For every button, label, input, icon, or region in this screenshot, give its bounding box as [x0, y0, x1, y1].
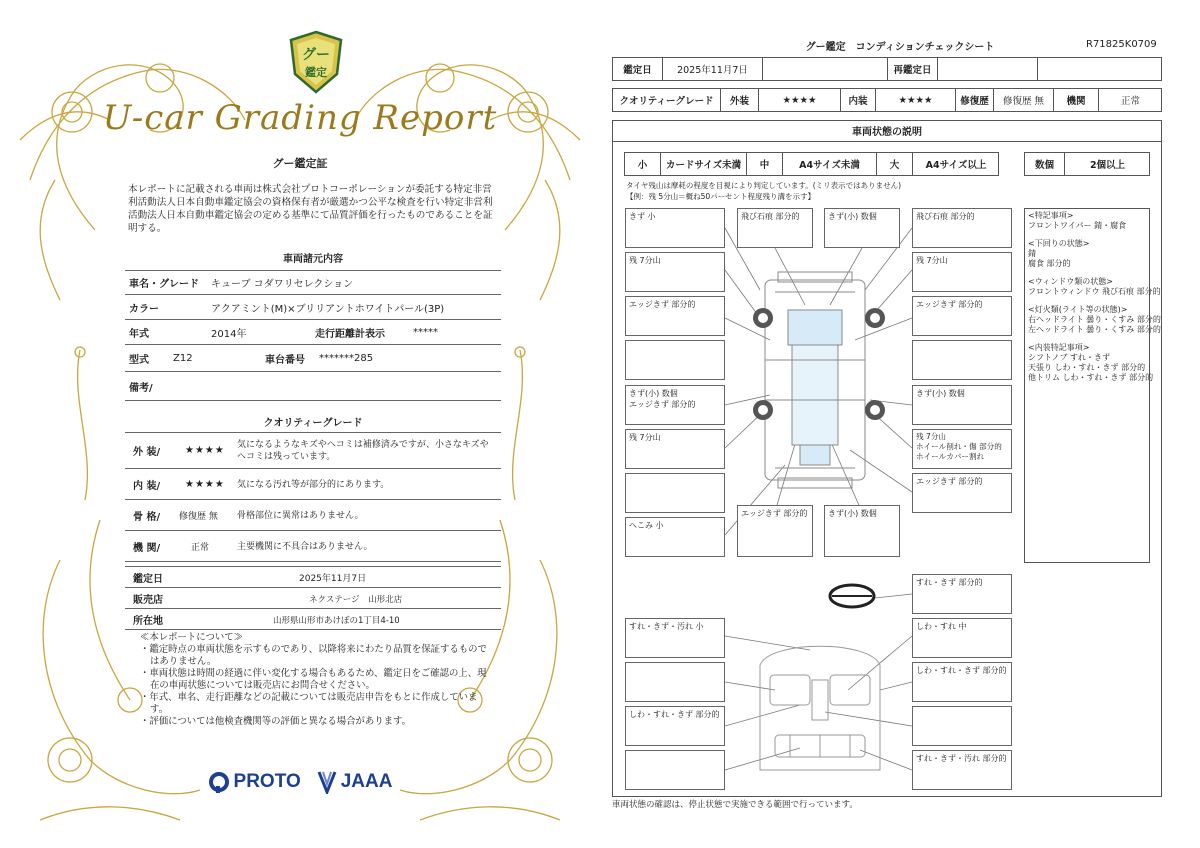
- ext-left-box-3: エッジきず 部分的: [625, 296, 725, 336]
- condition-check-sheet: [600, 0, 1200, 848]
- frame-label: 骨 格/: [133, 512, 161, 523]
- engine-label: 機 関/: [133, 543, 161, 554]
- chassis-label: 車台番号: [265, 355, 305, 366]
- int-stars: ★★★★: [185, 479, 225, 490]
- engine-label: 機関: [1054, 89, 1099, 111]
- int-left-box-2: [625, 662, 725, 702]
- badge-bottom-text: 鑑定: [305, 66, 327, 79]
- report-script-title: U-car Grading Report: [102, 98, 498, 138]
- ext-left-box-5: きず(小) 数個 エッジきず 部分的: [625, 385, 725, 425]
- name-value: キューブ コダワリセレクション: [211, 279, 354, 290]
- quality-row-engine: [125, 532, 501, 562]
- size-large-desc: A4サイズ以上: [925, 160, 987, 171]
- ext-right-box-6: 残 7分山 ホイール削れ・傷 部分的 ホイールカバー割れ: [912, 429, 1012, 469]
- shop-label: 販売店: [133, 595, 163, 606]
- quality-row-exterior: [125, 433, 501, 469]
- ext-desc: 気になるようなキズやヘコミは補修済みですが、小さなキズやヘコミは残っています。: [237, 439, 489, 462]
- qg-label: クオリティーグレード: [613, 89, 721, 111]
- quality-row-interior: [125, 470, 501, 500]
- name-label: 車名・グレード: [129, 279, 199, 290]
- size-mid-desc: A4サイズ未満: [783, 153, 877, 175]
- note-line: 左ヘッドライト 曇り・くすみ 部分的: [1028, 325, 1161, 334]
- note-item: ・年式、車名、走行距離などの記載については販売店申告をもとに作成しています。: [140, 692, 478, 715]
- year-label: 年式: [129, 329, 149, 340]
- report-notes: [140, 632, 492, 728]
- doc-id: R71825K0709: [1086, 39, 1157, 50]
- proto-logo-text: PROTO: [233, 771, 301, 792]
- addr-value: 山形県山形市あけぼの1丁目4-10: [273, 615, 400, 626]
- cert-text: 本レポートに記載される車両は株式会社プロトコーポレーションが委託する特定非営利活動法人日本自動車鑑定協会の資格保有者が厳選かつ公平な検査を行い特定非営利活動法人日本自動車鑑定協会の定める基準にて品質評価を行ったものであることを証明する。: [128, 184, 493, 234]
- mileage-label: 走行距離計表示: [315, 329, 385, 340]
- ext-right-box-7: エッジきず 部分的: [912, 473, 1012, 513]
- note-line: 腐食 部分的: [1028, 259, 1071, 268]
- ext-label: 外 装/: [133, 447, 161, 458]
- steering-wheel-icon: [830, 585, 874, 607]
- spec-row-year: [125, 321, 501, 345]
- ext-top-mid-1: 飛び石痕 部分的: [737, 208, 813, 248]
- mileage-value: *****: [413, 327, 438, 338]
- footer-logos: [0, 770, 600, 794]
- int-desc: 気になる汚れ等が部分的にあります。: [237, 479, 390, 490]
- year-value: 2014年: [211, 329, 247, 340]
- int-steering-box: すれ・きず 部分的: [912, 574, 1012, 614]
- color-value: アクアミント(M)×ブリリアントホワイトパール(3P): [211, 304, 445, 315]
- date-label: 鑑定日: [133, 573, 163, 585]
- note-item: ・車両状態は時間の経過に伴い変化する場合もあるため、鑑定日をご確認の上、現在の車両状態については販売店にお問合せください。: [140, 668, 487, 691]
- proto-logo: [208, 771, 301, 793]
- ext-right-box-5: きず(小) 数個: [912, 385, 1012, 425]
- spec-row-color: [125, 296, 501, 320]
- note-line: 右ヘッドライト 曇り・くすみ 部分的: [1028, 315, 1161, 324]
- recheck-label: 再鑑定日: [888, 58, 938, 80]
- date-label: 鑑定日: [613, 58, 663, 80]
- int-right-box-2: しわ・すれ・きず 部分的: [912, 662, 1012, 702]
- note-line: 天張り しわ・すれ・きず 部分的: [1028, 363, 1146, 372]
- proto-mark-icon: [208, 771, 230, 793]
- ext-right-box-4: [912, 340, 1012, 380]
- color-label: カラー: [129, 304, 159, 315]
- date-value: 2025年11月7日: [299, 573, 367, 584]
- goo-kantei-badge: [287, 30, 345, 94]
- engine-desc: 主要機関に不具合はありません。: [237, 541, 373, 552]
- remarks-label: 備考/: [129, 383, 153, 394]
- size-mid: 中: [747, 153, 783, 175]
- size-large: 大: [877, 153, 913, 175]
- jaaa-mark-icon: [317, 770, 337, 794]
- int-right-box-1: しわ・すれ 中: [912, 618, 1012, 658]
- model-value: Z12: [173, 353, 193, 364]
- ext-left-box-2: 残 7分山: [625, 252, 725, 292]
- engine-value: 正常: [191, 543, 210, 553]
- ext-right-box-3: エッジきず 部分的: [912, 296, 1012, 336]
- ext-right-box-1: 飛び石痕 部分的: [912, 208, 1012, 248]
- ext-top-mid-2: きず(小) 数個: [824, 208, 900, 248]
- note-line: <内装特記事項>: [1028, 343, 1090, 352]
- ext-stars: ★★★★: [185, 445, 225, 456]
- frame-desc: 骨格部位に異常はありません。: [237, 510, 364, 521]
- note-line: 他トリム しわ・すれ・きず 部分的: [1028, 373, 1154, 382]
- spec-row-name: [125, 271, 501, 295]
- info-row-shop: [125, 589, 501, 609]
- ext-right-box-2: 残 7分山: [912, 252, 1012, 292]
- badge-top-text: グー: [302, 47, 330, 63]
- int-stars: ★★★★: [876, 89, 956, 111]
- note-line: <灯火類(ライト等の状態)>: [1028, 305, 1128, 314]
- note-line: <ウィンドウ類の状態>: [1028, 277, 1113, 286]
- spec-heading: 車両諸元内容: [283, 254, 343, 265]
- shop-value: ネクステージ 山形北店: [309, 594, 403, 605]
- ext-bottom-mid-1: エッジきず 部分的: [737, 505, 813, 557]
- int-left-box-1: すれ・きず・汚れ 小: [625, 618, 725, 658]
- sheet-footer: 車両状態の確認は、停止状態で実施できる範囲で行っています。: [612, 800, 858, 810]
- ext-left-box-1: きず 小: [625, 208, 725, 248]
- info-row-date: [125, 566, 501, 588]
- note-line: シフトノブ すれ・きず: [1028, 353, 1111, 362]
- count-desc: 2個以上: [1089, 160, 1126, 171]
- tire-note-2: 【例：残 5分山＝概ね50パーセント程度残り溝を示す】: [626, 192, 816, 201]
- ext-left-box-4: [625, 340, 725, 380]
- ext-bottom-mid-2: きず(小) 数個: [824, 505, 900, 557]
- spec-row-model: [125, 346, 501, 372]
- int-right-box-3: [912, 706, 1012, 746]
- state-heading: 車両状態の説明: [612, 120, 1162, 142]
- int-right-box-4: すれ・きず・汚れ 部分的: [912, 750, 1012, 790]
- spec-row-remarks: [125, 373, 501, 401]
- note-line: フロントワイパー 錆・腐食: [1028, 221, 1127, 230]
- chassis-value: *******285: [319, 353, 374, 364]
- ext-left-box-8: へこみ 小: [625, 517, 725, 557]
- model-label: 型式: [129, 355, 149, 366]
- note-item: ・鑑定時点の車両状態を示すものであり、以降将来にわたり品質を保証するものではありません。: [140, 644, 487, 667]
- addr-label: 所在地: [133, 616, 163, 627]
- repair-value: 修復歴 無: [994, 89, 1054, 111]
- int-left-box-3: しわ・すれ・きず 部分的: [625, 706, 725, 746]
- ext-stars: ★★★★: [759, 89, 841, 111]
- notes-heading: ≪本レポートについて≫: [140, 632, 243, 643]
- ext-left-box-6: 残 7分山: [625, 429, 725, 469]
- note-line: 錆: [1028, 249, 1036, 258]
- count-label: 数個: [1025, 153, 1065, 175]
- date-value: 2025年11月7日: [663, 58, 763, 80]
- sheet-title: グー鑑定 コンディションチェックシート: [805, 42, 995, 53]
- tire-note-1: タイヤ残山は摩耗の程度を目視により判定しています。(ミリ表示ではありません): [626, 181, 902, 190]
- ext-left-box-7: [625, 473, 725, 513]
- int-label: 内 装/: [133, 481, 161, 492]
- note-item: ・評価については他検査機関等の評価と異なる場合があります。: [140, 716, 411, 727]
- quality-row-frame: [125, 501, 501, 531]
- size-small: 小: [625, 153, 661, 175]
- info-row-address: [125, 610, 501, 630]
- int-left-box-4: [625, 750, 725, 790]
- jaaa-logo-text: JAAA: [340, 771, 393, 792]
- int-label: 内装: [841, 89, 876, 111]
- note-line: <特記事項>: [1028, 211, 1074, 220]
- ext-label: 外装: [721, 89, 759, 111]
- note-line: <下回りの状態>: [1028, 239, 1090, 248]
- quality-heading: クオリティーグレード: [263, 418, 363, 429]
- note-line: フロントウィンドウ 飛び石痕 部分的: [1028, 287, 1161, 296]
- cert-heading: グー鑑定証: [272, 157, 328, 170]
- frame-value: 修復歴 無: [179, 512, 218, 522]
- engine-value: 正常: [1120, 96, 1140, 107]
- repair-label: 修復歴: [956, 89, 994, 111]
- special-notes: [1028, 211, 1161, 383]
- size-small-desc: カードサイズ未満: [661, 153, 747, 175]
- jaaa-logo: [317, 770, 393, 794]
